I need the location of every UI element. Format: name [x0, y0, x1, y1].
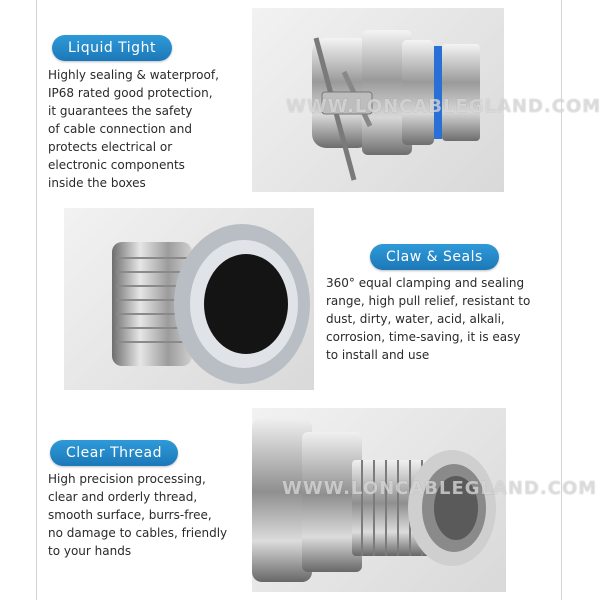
clear-thread-badge: Clear Thread	[50, 440, 178, 466]
claw-seals-badge: Claw & Seals	[370, 244, 499, 270]
claw-seals-description	[326, 274, 530, 364]
desc-line: electronic components	[48, 158, 185, 172]
cable-gland-photo-1	[252, 8, 601, 192]
desc-line: IP68 rated good protection,	[48, 86, 213, 100]
cable-gland-photo-3	[252, 408, 598, 592]
desc-line: inside the boxes	[48, 176, 146, 190]
desc-line: High precision processing,	[48, 472, 206, 486]
cable-gland-illustration-3	[252, 408, 506, 592]
desc-line: clear and orderly thread,	[48, 490, 198, 504]
desc-line: corrosion, time-saving, it is easy	[326, 330, 521, 344]
desc-line: range, high pull relief, resistant to	[326, 294, 531, 308]
desc-line: Highly sealing & waterproof,	[48, 68, 219, 82]
cable-gland-illustration-2	[64, 208, 314, 390]
desc-line: to install and use	[326, 348, 430, 362]
desc-line: smooth surface, burrs-free,	[48, 508, 212, 522]
watermark-text: WWW.LONCABLEGLAND.COM	[286, 96, 601, 117]
liquid-tight-badge: Liquid Tight	[52, 35, 172, 61]
clear-thread-description	[48, 470, 227, 560]
cable-gland-photo-2	[64, 208, 314, 390]
desc-line: no damage to cables, friendly	[48, 526, 228, 540]
desc-line: 360° equal clamping and sealing	[326, 276, 525, 290]
watermark-text: WWW.LONCABLEGLAND.COM	[282, 478, 598, 499]
desc-line: protects electrical or	[48, 140, 173, 154]
desc-line: to your hands	[48, 544, 132, 558]
liquid-tight-description	[48, 66, 219, 192]
desc-line: dust, dirty, water, acid, alkali,	[326, 312, 505, 326]
desc-line: it guarantees the safety	[48, 104, 193, 118]
desc-line: of cable connection and	[48, 122, 192, 136]
